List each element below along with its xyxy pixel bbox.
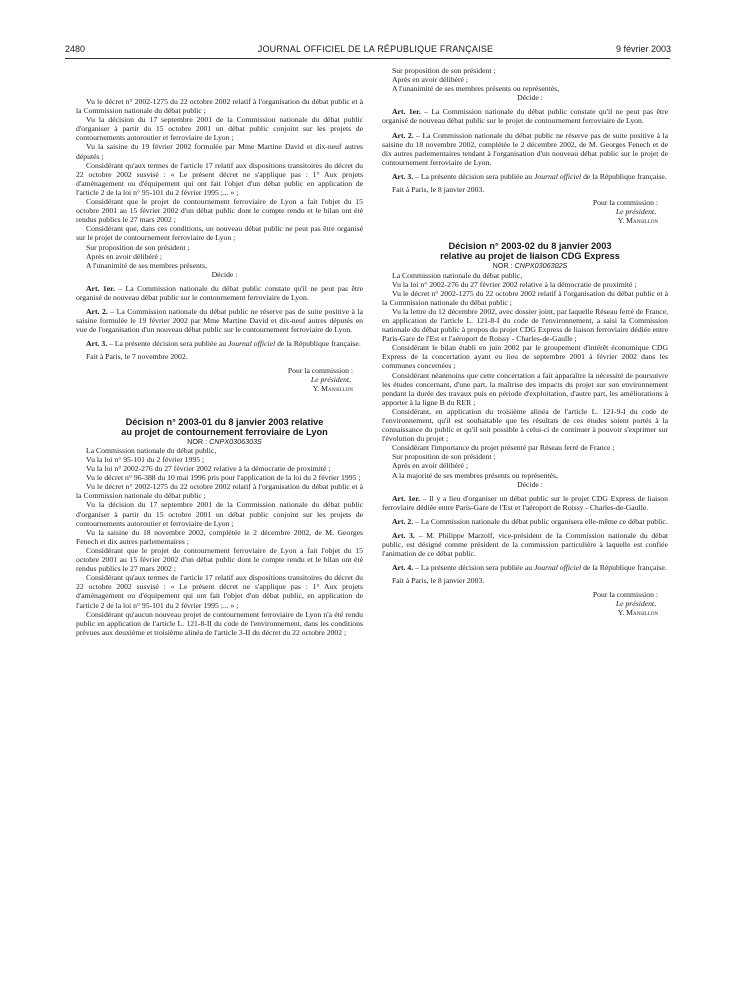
paragraph: Vu la loi n° 2002-276 du 27 février 2002 relative à la démocratie de proximité ; xyxy=(392,279,637,289)
decision-title: relative au projet de liaison CDG Express xyxy=(440,251,620,262)
paragraph: Sur proposition de son président ; xyxy=(392,452,496,462)
paragraph: Vu le décret n° 2002-1275 du 22 octobre 2002 relatif à l'organisation du débat public et à la Commission nationale du débat public ; xyxy=(382,288,668,307)
journal-title: JOURNAL OFFICIEL DE LA RÉPUBLIQUE FRANÇAISE xyxy=(257,44,494,54)
article-text: – La présente décision sera publiée au xyxy=(107,339,228,349)
article xyxy=(76,284,363,302)
paragraph: Sur proposition de son président ; xyxy=(86,242,190,252)
paragraph: Considérant le bilan établi en juin 2002 par le groupement d'intérêt économique CDG Express de la concertation ayant eu lieu de septembre 2001 à février 2002 dans les communes concernées ; xyxy=(382,343,668,371)
left-column xyxy=(76,97,363,637)
paragraph: A la majorité de ses membres présents ou représentés, xyxy=(392,470,558,480)
article-text: – M. Philippe Marzolf, vice-président de la Commission nationale du débat public, est désigné comme président de la commission particulière à laquelle est confiée l'animation de ce débat public. xyxy=(382,531,668,559)
journal-name: Journal officiel xyxy=(533,171,582,181)
signature-name: Y. Mansillon xyxy=(312,383,353,393)
fait-line: Fait à Paris, le 8 janvier 2003. xyxy=(392,576,485,586)
decide-heading: Décide : xyxy=(517,93,543,103)
article-text: de la République française. xyxy=(275,339,361,349)
paragraph: Considérant qu'aux termes de l'article 17 relatif aux dispositions transitoires du décret du 22 octobre 2002 susvisé : « Le présent décret ne s'applique pas : 1° Aux projets d'aménagement ou d'équipement qui ont fait l'objet d'un débat public en application de l'article 2 de la loi n° 95-101 du 2 février 1995 ;... » ; xyxy=(76,160,363,197)
article-text: – La Commission nationale du débat public ne réserve pas de suite positive à la saisine du 18 novembre 2002, complétée le 2 décembre 2002, de M. Georges Fenech et de dix autres parlementaires tendant à l'organisation d'un nouveau débat public sur le projet de contournement ferroviaire de Lyon. xyxy=(382,130,668,167)
paragraph: Considérant que le projet de contournement ferroviaire de Lyon a fait l'objet du 15 octobre 2001 au 15 février 2002 d'un débat public dont le compte rendu et le bilan ont été rendus publics le 27 mars 2002 ; xyxy=(76,545,363,574)
article-text: – La Commission nationale du débat public constate qu'il ne peut pas être organisé de nouveau débat public sur le projet de contournement ferroviaire de Lyon. xyxy=(382,107,668,126)
fait-line: Fait à Paris, le 7 novembre 2002. xyxy=(86,352,188,362)
article-text: – La Commission nationale du débat public organisera elle-même ce débat public. xyxy=(413,516,668,526)
signature-pour: Pour la commission : xyxy=(592,198,658,208)
article-label: Art. 3. xyxy=(86,339,108,349)
paragraph: Considérant qu'aucun nouveau projet de contournement ferroviaire de Lyon n'a été rendu public en application de l'article L. 121-8-II du code de l'environnement, dans les conditions prévues aux deuxième et troisième alinéa de l'article 3-II du décret du 22 octobre 2002 ; xyxy=(76,609,363,637)
article-label: Art. 1er. xyxy=(86,283,115,293)
decision-title: au projet de contournement ferroviaire de Lyon xyxy=(121,426,328,437)
paragraph: Vu la saisine du 19 février 2002 formulée par Mme Martine David et dix-neuf autres députés ; xyxy=(76,142,363,161)
paragraph: A l'unanimité de ses membres présents ou représentés, xyxy=(392,84,560,94)
signature-pour: Pour la commission : xyxy=(592,589,658,599)
article xyxy=(382,172,668,181)
article-label: Art. 4. xyxy=(392,563,414,573)
article-label: Art. 2. xyxy=(392,130,414,140)
article-text: – La présente décision sera publiée au xyxy=(413,171,534,181)
page-header xyxy=(0,44,751,58)
signature-name: Y. Mansillon xyxy=(617,607,658,617)
decide-heading: Décide : xyxy=(211,269,238,279)
article xyxy=(76,307,363,334)
page-number: 2480 xyxy=(65,44,86,54)
paragraph: La Commission nationale du débat public, xyxy=(86,445,217,455)
issue-date: 9 février 2003 xyxy=(615,44,671,54)
article-label: Art. 1er. xyxy=(392,107,421,117)
article xyxy=(382,131,668,167)
paragraph: Vu la lettre du 12 décembre 2002, avec dossier joint, par laquelle Réseau ferré de France, en application de l'article L. 121-8-I du code de l'environnement, a saisi la Commission nationale du débat public à propos du projet CDG Express de liaison ferroviaire dédiée entre Paris-Gare de l'Est et l'aéroport de Roissy - Charles-de-Gaulle ; xyxy=(382,306,668,344)
paragraph: Vu le décret n° 2002-1275 du 22 octobre 2002 relatif à l'organisation du débat public et à la Commission nationale du débat public ; xyxy=(76,97,363,116)
signature-role: Le président, xyxy=(615,207,656,217)
paragraph: A l'unanimité de ses membres présents, xyxy=(86,260,207,270)
article xyxy=(382,531,668,558)
paragraph: Sur proposition de son président ; xyxy=(392,66,496,75)
paragraph: Après en avoir délibéré ; xyxy=(86,251,162,261)
paragraph: Considérant que, dans ces conditions, un nouveau débat public ne peut pas être organisé sur le projet de contournement ferroviaire de Lyon ; xyxy=(76,224,363,243)
paragraph: Vu la décision du 17 septembre 2001 de la Commission nationale du débat public d'organiser à partir du 15 octobre 2001 un débat public conjoint sur les projets de contournements autoroutier et ferroviaire de Lyon ; xyxy=(76,500,363,528)
article-text: – Il y a lieu d'organiser un débat public sur le projet CDG Express de liaison ferroviaire dédiée entre Paris-Gare de l'Est et l'aéroport de Roissy - Charles-de-Gaulle. xyxy=(382,493,668,512)
signature-name: Y. Mansillon xyxy=(617,216,658,226)
paragraph: La Commission nationale du débat public, xyxy=(392,270,523,280)
right-column xyxy=(382,66,668,617)
article-label: Art. 2. xyxy=(392,516,414,526)
article xyxy=(382,494,668,512)
paragraph: Après en avoir délibéré ; xyxy=(392,461,468,471)
paragraph: Considérant, en application du troisième alinéa de l'article L. 121-9-I du code de l'environnement, qu'il est souhaitable que les résultats de ces études soient portés à la connaissance du public et qu'il soit possible à celui-ci de continuer à pouvoir s'exprimer sur l'évolution du projet ; xyxy=(382,406,668,444)
signature-role: Le président, xyxy=(310,374,351,384)
fait-line: Fait à Paris, le 8 janvier 2003. xyxy=(392,185,485,195)
decision-title: Décision n° 2003-01 du 8 janvier 2003 relative xyxy=(125,416,324,427)
article-text: de la République française. xyxy=(581,563,667,573)
article xyxy=(382,517,668,526)
article-text: – La Commission nationale du débat public ne réserve pas de suite positive à la saisine formulée le 19 février 2002 par Mme Martine David et dix-neuf autres députés en vue de l'organisation d'un nouveau débat public sur le contournement ferroviaire de Lyon. xyxy=(76,307,363,335)
article-text: – La présente décision sera publiée au xyxy=(413,563,534,573)
nor-reference: NOR : CNPX0306303S xyxy=(187,436,262,446)
paragraph: Considérant que le projet de contournement ferroviaire de Lyon a fait l'objet du 15 octobre 2001 au 15 février 2002 d'un débat public dont le compte rendu et le bilan ont été rendus publics le 27 mars 2002 ; xyxy=(76,197,363,225)
nor-reference: NOR : CNPX0306302S xyxy=(492,261,568,271)
paragraph: Vu la loi n° 2002-276 du 27 février 2002 relative à la démocratie de proximité ; xyxy=(86,464,331,474)
article xyxy=(382,563,668,572)
article-text: de la République française. xyxy=(581,171,667,181)
decision-title: Décision n° 2003-02 du 8 janvier 2003 xyxy=(448,241,612,252)
article-label: Art. 3. xyxy=(392,531,415,541)
paragraph: Considérant qu'aux termes de l'article 17 relatif aux dispositions transitoires du décret du 22 octobre 2002 susvisé : « Le présent décret ne s'applique pas : 1° Aux projets d'aménagement ou d'équipement qui ont fait l'objet d'un débat public, en application de l'article 2 de la loi n° 95-101 du 2 février 1995 ;... » ; xyxy=(76,573,363,610)
paragraph: Vu la loi n° 95-101 du 2 février 1995 ; xyxy=(86,455,205,464)
decide-heading: Décide : xyxy=(517,479,543,489)
article xyxy=(382,107,668,125)
journal-name: Journal officiel xyxy=(227,339,276,349)
paragraph: Vu le décret n° 2002-1275 du 22 octobre 2002 relatif à l'organisation du débat public et à la Commission nationale du débat public ; xyxy=(76,482,363,501)
paragraph: Considérant l'importance du projet présenté par Réseau ferré de France ; xyxy=(392,443,615,453)
article-label: Art. 3. xyxy=(392,171,414,181)
signature-role: Le président, xyxy=(615,598,656,608)
paragraph: Vu la saisine du 18 novembre 2002, complétée le 2 décembre 2002, de M. Georges Fenech et dix autres parlementaires ; xyxy=(76,527,363,546)
article-label: Art. 2. xyxy=(86,307,108,317)
paragraph: Vu le décret n° 96-388 du 10 mai 1996 pris pour l'application de la loi du 2 février 1995 ; xyxy=(86,473,361,483)
journal-name: Journal officiel xyxy=(533,563,582,573)
article-label: Art. 1er. xyxy=(392,493,420,503)
paragraph: Considérant néanmoins que cette concertation a fait apparaître la nécessité de poursuivre les études concernant, d'une part, la maîtrise des impacts du projet sur son environnement pendant la durée des travaux puis en période d'exploitation, d'autre part, les améliorations à apporter à la ligne B du RER ; xyxy=(382,370,668,407)
header-rule xyxy=(65,58,670,59)
signature-pour: Pour la commission : xyxy=(287,365,353,375)
paragraph: Vu la décision du 17 septembre 2001 de la Commission nationale du débat public d'organiser à partir du 15 octobre 2001 un débat public conjoint sur les projets de contournements autoroutier et ferroviaire de Lyon ; xyxy=(76,115,363,143)
article-text: – La Commission nationale du débat public constate qu'il ne peut pas être organisé de nouveau débat public sur le contournement ferroviaire de Lyon. xyxy=(76,283,363,302)
paragraph: Après en avoir délibéré ; xyxy=(392,75,468,85)
article xyxy=(76,339,363,348)
